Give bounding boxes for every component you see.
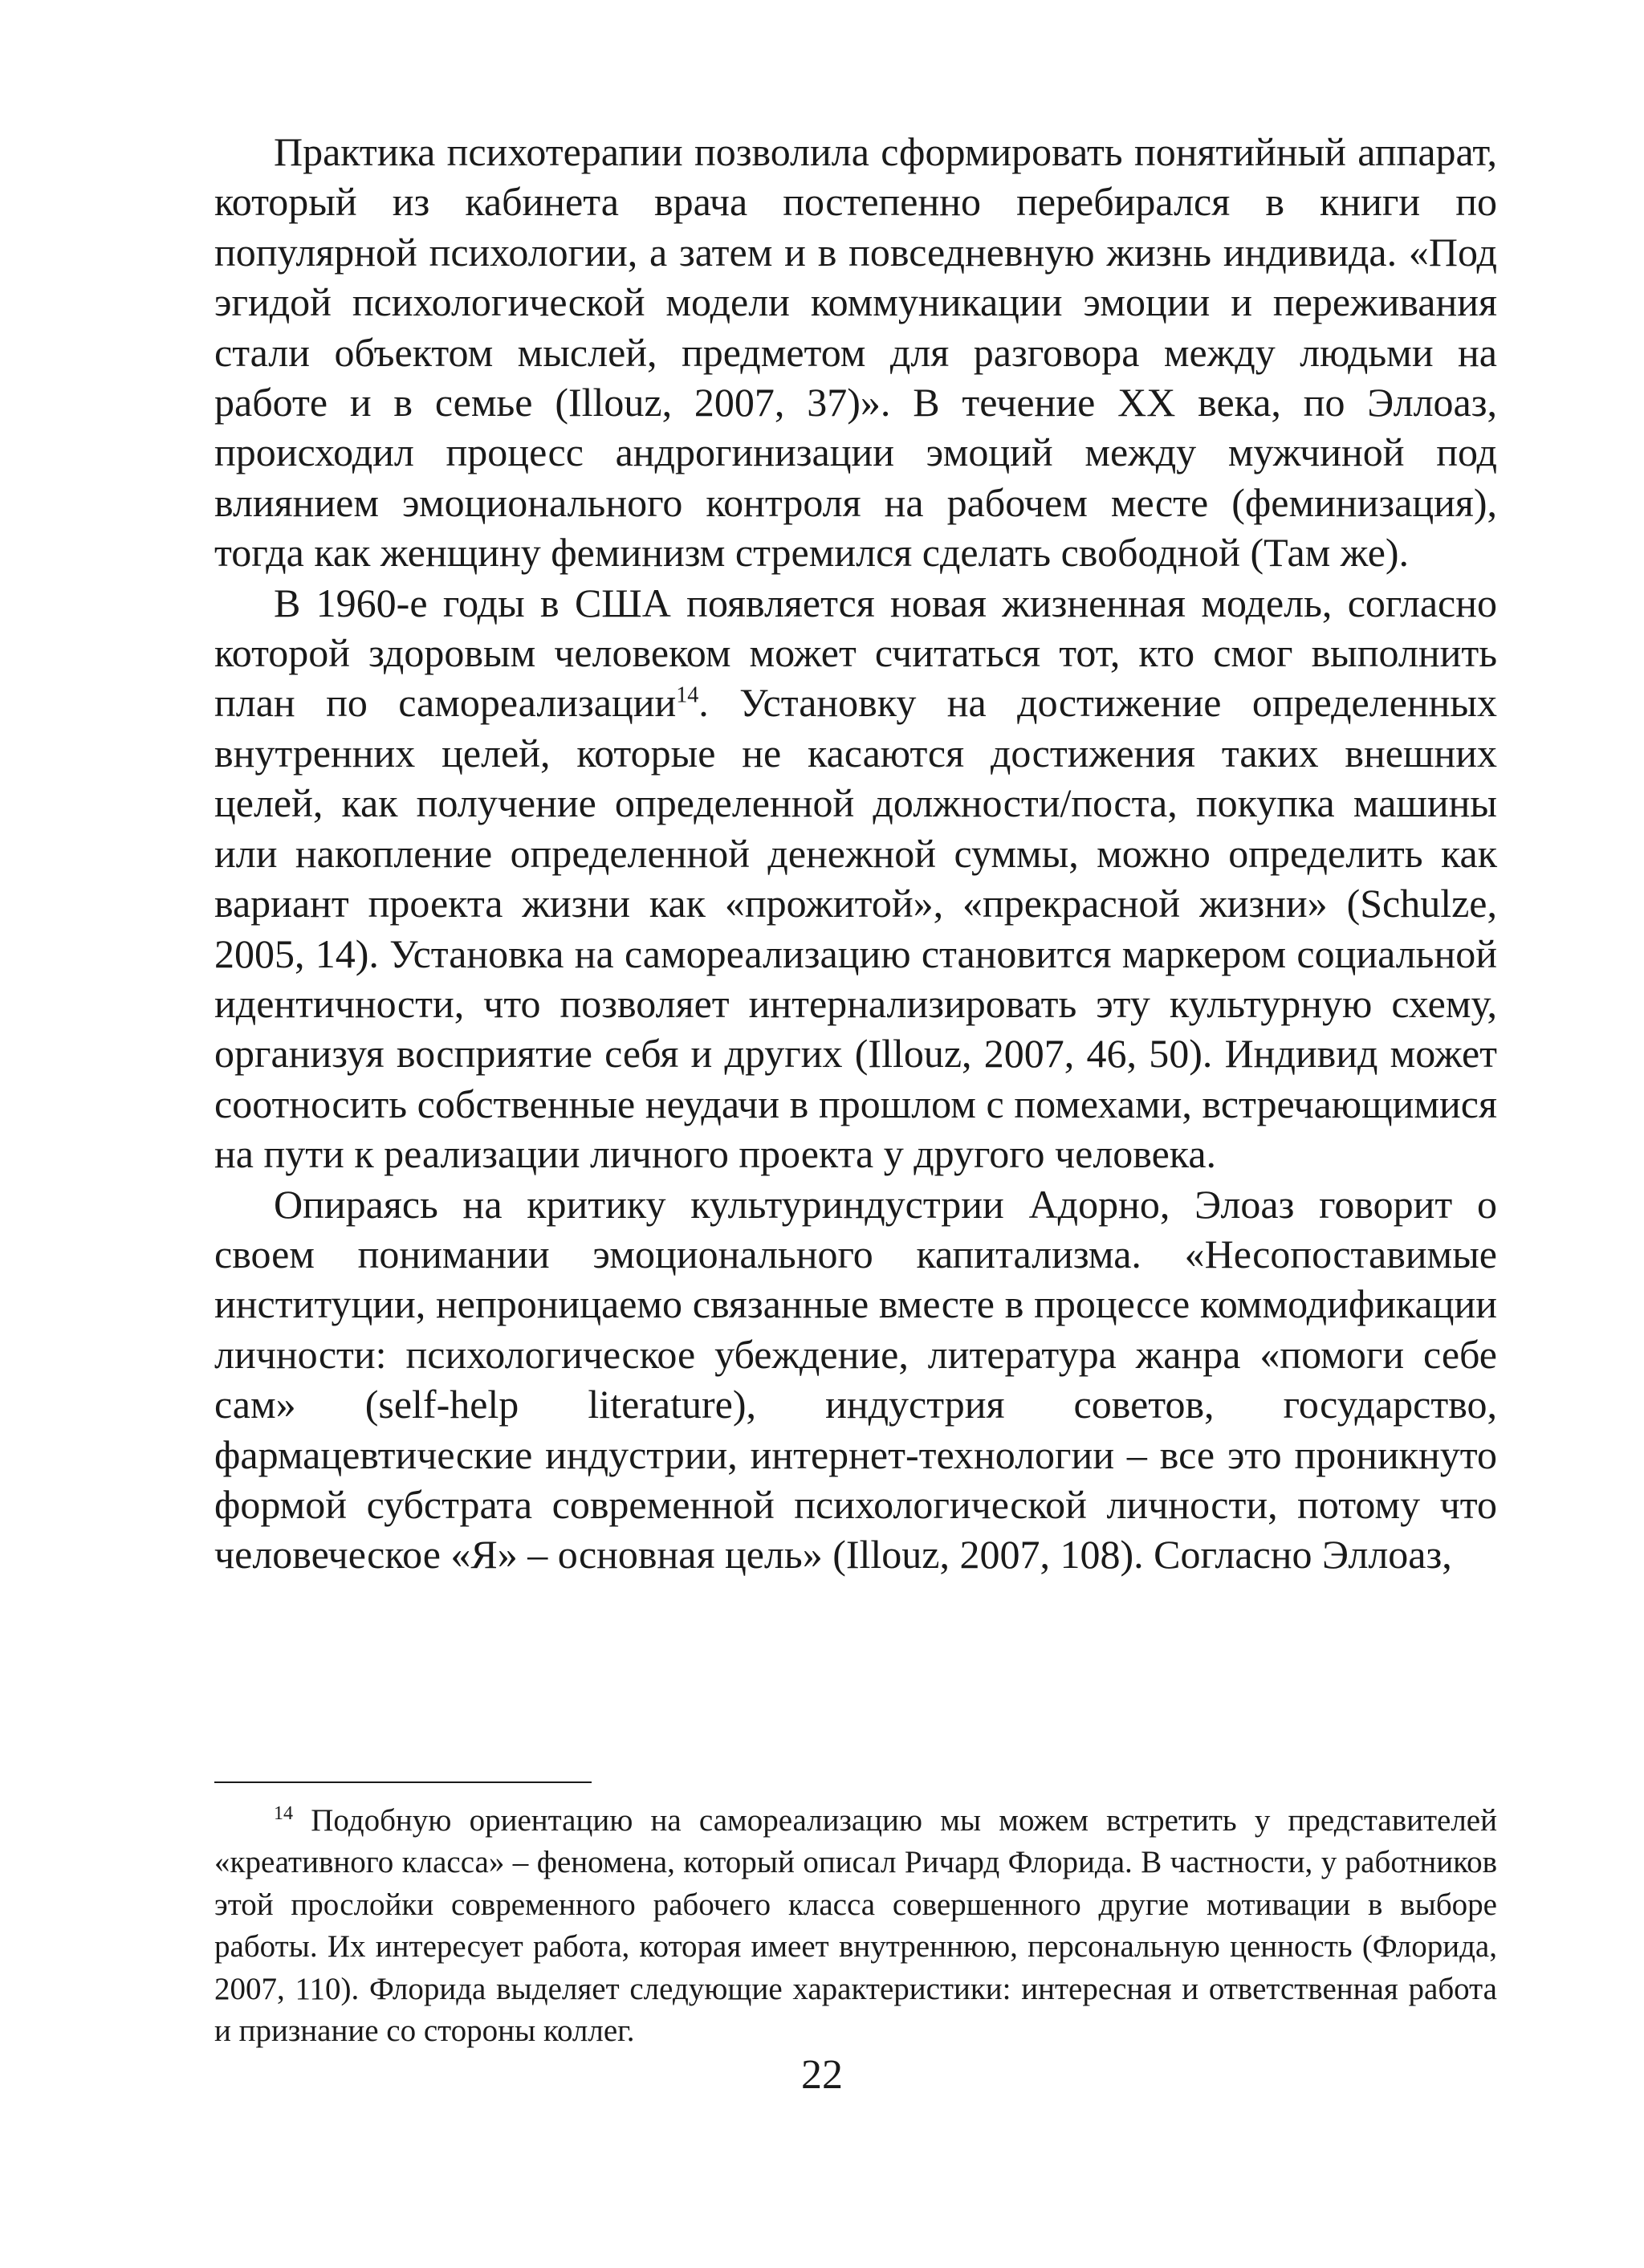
paragraph-2-text-start: В 1960-е годы в США появляется новая жизненная модель, согласно которой здоровым человеком может считаться тот, кто смог выполнить план по самореализации — [214, 580, 1497, 726]
footnote-text: Подобную ориентацию на самореализацию мы можем встретить у представителей «креативного класса» – феномена, который описал Ричард Флорида. В частности, у работников этой прослойки современного рабочего класса совершенного другие мотивации в выборе работы. Их интересует работа, которая имеет внутреннюю, персональную ценность (Флорида, 2007, 110). Флорида выделяет следующие характеристики: интересная и ответственная работа и признание со стороны коллег. — [214, 1803, 1497, 2049]
footnote-reference[interactable]: 14 — [676, 682, 699, 708]
paragraph-2-text-end: . Установку на достижение определенных внутренних целей, которые не касаются достижения таких внешних целей, как получение определенной должности/поста, покупка машины или накопление определенной денежной суммы, можно определить как вариант проекта жизни как «прожитой», «прекрасной жизни» (Schulze, 2005, 14). Установка на самореализацию становится маркером социальной идентичности, что позволяет интернализировать эту культурную схему, организуя восприятие себя и других (Illouz, 2007, 46, 50). Индивид может соотносить собственные неудачи в прошлом с помехами, встречающимися на пути к реализации личного проекта у другого человека. — [214, 680, 1497, 1177]
page-number: 22 — [801, 2052, 843, 2098]
paragraph-1: Практика психотерапии позволила сформировать понятийный аппарат, который из кабинета врача постепенно перебирался в книги по популярной психологии, а затем и в повседневную жизнь индивида. «Под эгидой психологической модели коммуникации эмоции и переживания стали объектом мыслей, предметом для разговора между людьми на работе и в семье (Illouz, 2007, 37)». В течение XX века, по Эллоаз, происходил процесс андрогинизации эмоций между мужчиной под влиянием эмоционального контроля на рабочем месте (феминизация), тогда как женщину феминизм стремился сделать свободной (Там же). — [214, 129, 1497, 576]
footnote — [214, 1800, 1497, 2052]
main-text — [214, 127, 1497, 1580]
paragraph-2 — [214, 578, 1497, 1179]
footnote-separator — [214, 1781, 592, 1783]
footnote-number: 14 — [274, 1803, 293, 1824]
paragraph-3: Опираясь на критику культуриндустрии Адорно, Элоаз говорит о своем понимании эмоционального капитализма. «Несопоставимые институции, непроницаемо связанные вместе в процессе коммодификации личности: психологическое убеждение, литература жанра «помоги себе сам» (self-help literature), индустрия советов, государство, фармацевтические индустрии, интернет-технологии – все это проникнуто формой субстрата современной психологической личности, потому что человеческое «Я» – основная цель» (Illouz, 2007, 108). Согласно Эллоаз, — [214, 1181, 1497, 1578]
